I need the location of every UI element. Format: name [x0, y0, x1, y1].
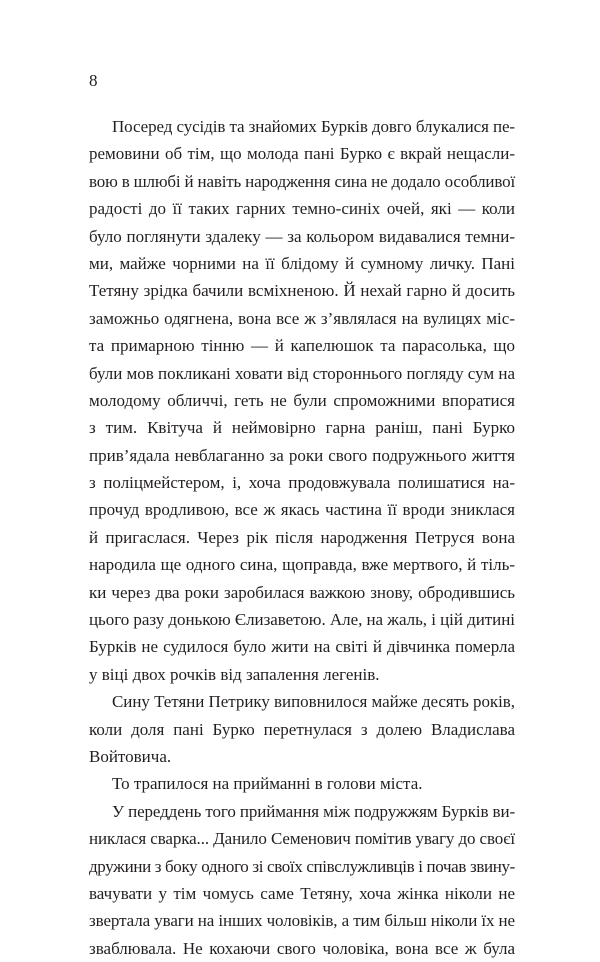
text-line: молодому обличчі, геть не були спроможними впоратися — [89, 390, 515, 410]
text-line: дружини з боку одного зі своїх співслужливців і почав звину- — [89, 856, 515, 876]
page-number: 8 — [89, 71, 98, 90]
text-line: й пригаслася. Через рік після народження Петруся вона — [89, 527, 515, 547]
text-line: зваблювала. Не кохаючи свого чоловіка, вона все ж була — [89, 938, 515, 958]
text-line: та примарною тінню — й капелюшок та парасолька, що — [89, 336, 515, 356]
text-line: вачувати у тім чомусь саме Тетяну, хоча жінка ніколи не — [89, 883, 515, 903]
text-line: ми, майже чорними на її блідому й сумному личку. Пані — [89, 253, 515, 273]
text-line: прив’ядала невблаганно за роки свого подружнього життя — [89, 445, 515, 465]
text-line: радості до її таких гарних темно-синіх очей, які — коли — [89, 199, 515, 219]
text-line: були мов покликані ховати від стороннього погляду сум на — [89, 363, 515, 383]
text-line: ки через два роки заробилася важкою знову, обродившись — [89, 582, 515, 602]
text-line: заможньо одягнена, вона все ж з’являлася на вулицях міс- — [89, 308, 515, 328]
text-line: ремовини об тім, що молода пані Бурко є вкрай нещасли- — [89, 144, 515, 164]
paragraph — [89, 798, 515, 962]
paragraph — [89, 113, 515, 688]
text-line: У переддень того приймання між подружжям Бурків ви- — [112, 801, 515, 821]
text-line: никлася сварка... Данило Семенович помітив увагу до своєї — [89, 829, 515, 849]
text-line: То трапилося на прийманні в голови міста. — [112, 774, 423, 794]
text-line: Войтовича. — [89, 746, 172, 766]
text-line: коли доля пані Бурко перетнулася з долею Владислава — [89, 719, 515, 739]
text-line: Тетяну зрідка бачили всміхненою. Й нехай гарно й досить — [89, 281, 515, 301]
text-line: народила ще одного сина, щоправда, вже мертвого, й тіль- — [89, 555, 515, 575]
paragraph — [89, 770, 515, 797]
text-line: вою в шлюбі й навіть народження сина не додало особливої — [89, 171, 515, 191]
text-line: цього разу донькою Єлизаветою. Але, на жаль, і цій дитині — [89, 610, 515, 630]
text-line: Бурків не судилося було жити на світі й дівчинка померла — [89, 637, 515, 657]
paragraph — [89, 688, 515, 770]
text-line: з тим. Квітуча й неймовірно гарна раніш, пані Бурко — [89, 418, 515, 438]
text-line: прочуд вродливою, все ж якась частина її вроди зниклася — [89, 500, 515, 520]
text-line: Посеред сусідів та знайомих Бурків довго блукалися пе- — [112, 117, 515, 136]
text-line: у віці двох рочків від запалення легенів. — [89, 664, 380, 684]
text-line: звертала уваги на інших чоловіків, а тим більш ніколи їх не — [89, 911, 515, 931]
text-line: було поглянути здалеку — за кольором видавалися темни- — [89, 226, 515, 246]
body-text — [89, 113, 515, 962]
text-line: з поліцмейстером, і, хоча продовжувала полишатися на- — [89, 473, 515, 493]
text-line: Сину Тетяни Петрику виповнилося майже десять років, — [112, 692, 515, 712]
